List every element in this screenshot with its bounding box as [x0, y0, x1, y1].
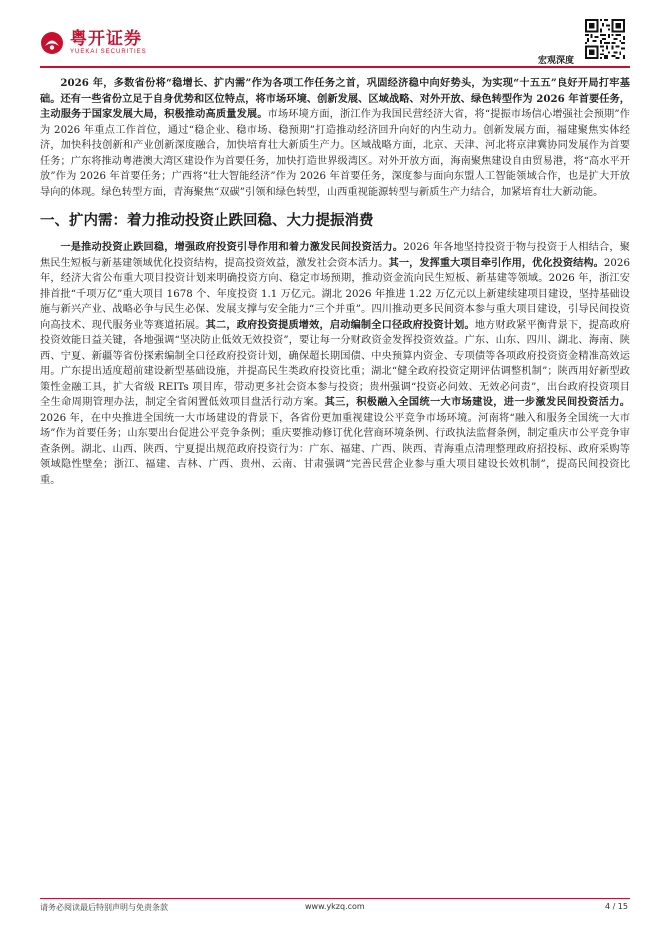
footer-website[interactable]: www.ykzq.com [305, 902, 365, 911]
text-run: 2026 年各地坚持投资于物与投资于人相结合，聚焦民生短板与新基建领域优化投资结构，提高投资效益，激发社会资本活力。 [40, 242, 630, 269]
text-run: 2026 年，经济大省公布重大项目投资计划来明确投资方向、稳定市场预期，推动资金流向民生短板、新基建等领域。2026 年，浙江安排首批“千项万亿”重大项目 1678 个、年度投资 1.1 万亿元。湖北 2026 年推进 1.22 万亿元以上新建续建项目建设，坚持基础设施与新兴产业、战略必争与民生必保、发展支撑与安全能力“三个并重”。四川推动更多民间资本参与重大项目建设，引导民间投资向高技术、现代服务业等赛道拓展。 [40, 257, 630, 331]
main-content [40, 76, 630, 488]
brand-name-cn: 粤开证券 [70, 29, 142, 49]
bold-text-run: 其三，积极融入全国统一大市场建设，进一步激发民间投资活力。 [324, 396, 630, 408]
text-run: 地方财政紧平衡背景下，提高政府投资效能日益关键，各地强调“坚决防止低效无效投资”，要让每一分财政资金发挥投资效益。广东、山东、四川、湖北、海南、陕西、宁夏、新疆等省份探索编制全口径政府投资计划，确保超长期国债、中央预算内资金、专项债等各项政府投资资金精准高效运用。广东提出适度超前建设新型基础设施，并提高民生类政府投资比重；湖北“健全政府投资定期评估调整机制”；陕西用好新型政策性金融工具，扩大省级 REITs 项目库，带动更多社会资本参与投资；贵州强调“投资必问效、无效必问责”，出台政府投资项目全生命周期管理办法，制定全省闲置低效项目盘活行动方案。 [40, 319, 630, 408]
bold-text-run: 其二，政府投资提质增效，启动编制全口径政府投资计划。 [205, 318, 475, 331]
bold-text-run: 一是推动投资止跌回稳，增强政府投资引导作用和着力激发民间投资活力。 [60, 241, 404, 253]
page-number: 4 / 15 [604, 902, 628, 911]
brand-logo [40, 30, 147, 56]
header-divider [40, 66, 630, 68]
bold-text-run: 2026 年，多数省份将“稳增长、扩内需”作为各项工作任务之首，巩固经济稳中向好势头，为实现“十五五”良好开局打牢基础。还有一些省份立足于自身优势和区位特点，将市场环境、创新发展、区域战略、对外开放、绿色转型作为 2026 年首要任务，主动服务于国家发展大局，积极推动高质量发展。 [40, 77, 630, 120]
section-heading: 一、扩内需：着力推动投资止跌回稳、大力提振消费 [40, 213, 374, 229]
bold-text-run: 其一，发挥重大项目牵引作用，优化投资结构。 [388, 256, 604, 269]
text-run: 市场环境方面，浙江作为我国民营经济大省，将“提振市场信心增强社会预期”作为 2026 年重点工作首位，通过“稳企业、稳市场、稳预期”打造推动经济回升向好的内生动力。创新发展方面，福建聚焦实体经济，加快科技创新和产业创新深度融合，加快培育壮大新质生产力。区域战略方面，北京、天津、河北将京津冀协同发展作为首要任务；广东将推动粤港澳大湾区建设作为首要任务，加快打造世界级湾区。对外开放方面，海南聚焦建设自由贸易港，将“高水平开放”作为 2026 年首要任务；广西将“壮大智能经济”作为 2026 年首要任务，深度参与面向东盟人工智能领域合作，也是扩大开放导向的体现。绿色转型方面，青海聚焦“双碳”引领和绿色转型，山西重视能源转型与新质生产力结合，加紧培育壮大新动能。 [40, 109, 630, 198]
section-tag: 宏观深度 [537, 56, 574, 66]
text-run: 2026 年，在中央推进全国统一大市场建设的背景下，各省份更加重视建设公平竞争市场环境。河南将“融入和服务全国统一大市场”作为首要任务；山东要出台促进公平竞争条例；重庆要推动修订优化营商环境条例、行政执法监督条例，制定重庆市公平竞争审查条例。湖北、山西、陕西、宁夏提出规范政府投资行为：广东、福建、广西、陕西、青海重点清理整理政府招投标、政府采购等领域隐性壁垒；浙江、福建、吉林、广西、贵州、云南、甘肃强调“完善民营企业参与重大项目建设长效机制”，提高民间投资比重。 [40, 412, 630, 486]
footer-disclaimer: 请务必阅读最后特别声明与免责条款 [40, 903, 168, 912]
paragraph-intro [40, 76, 630, 200]
qr-code-icon [585, 19, 625, 59]
page-header [0, 0, 662, 72]
brand-logo-icon [40, 31, 64, 55]
paragraph-investment [40, 240, 630, 488]
brand-name-en: YUEKAI SECURITIES [70, 49, 147, 55]
footer-divider [40, 898, 630, 899]
